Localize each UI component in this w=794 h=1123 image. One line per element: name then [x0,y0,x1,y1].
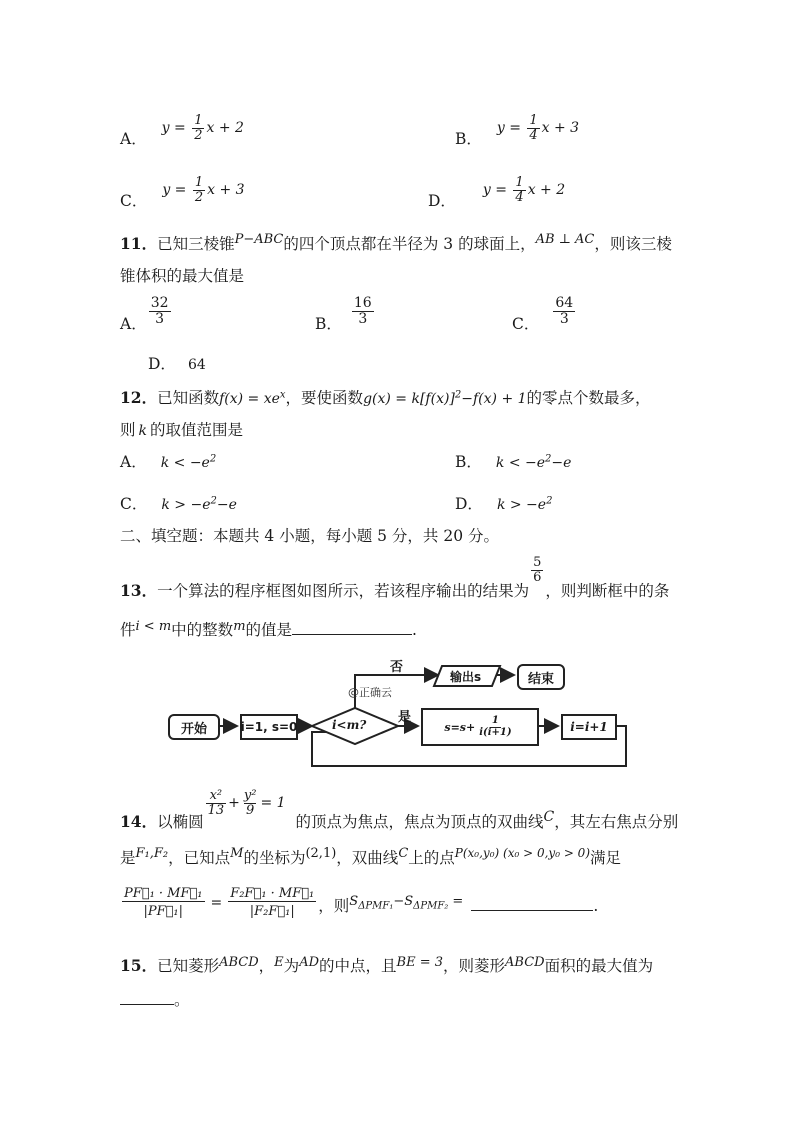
q15-line1: 15．已知菱形$^{ABCD}$，$^E$为$^{AD}$的中点，且$^{BE = 3}$，则菱形$^{ABCD}$面积的最大值为 [120,955,654,975]
option-letter: C． [120,192,148,211]
question-number: 13． [120,581,158,601]
option-letter: D． [428,192,456,211]
q12-line1: 12．已知函数$f(x) = xe^x$，要使函数$g(x) = k[f(x)]^2-f(x) + 1$的零点个数最多， [120,388,651,407]
q12-option-a: A． $k < -e^2$ [120,453,217,471]
q10-option-c [120,175,245,211]
q12-option-c: C． $k > -e^2-e$ [120,495,237,513]
init-node: i=1, s=0 [240,714,298,740]
q11-option-c: C． $\frac{64}{3}$ [512,295,574,334]
answer-blank[interactable] [292,634,412,635]
question-number: 15． [120,956,158,975]
q11-option-d: D． 64 [148,355,206,373]
q10-option-a [120,113,244,149]
q12-option-d: D． $k > -e^2$ [455,495,553,513]
q12-line2: 则 k 的取值范围是 [120,421,244,439]
output-label: 输出s [450,670,482,684]
q14-line1: 14．以椭圆 $\frac{\text{x²}}{13}$ + $\frac{\text{y²}}{9}$ = 1 的顶点为焦点，焦点为顶点的双曲线C，其左右焦点分别 [120,788,679,831]
vector-condition: $\frac{\text{PF⃗₁ · MF⃗₁}}{\text{|PF⃗₁|}}$ = $\frac{\text{F₂F⃗₁ · MF⃗₁}}{\text{|F₂F⃗₁|}}$ [124,886,315,919]
option-letter: A． [120,130,147,149]
end-node: 结束 [517,664,565,690]
section-heading: 二、填空题：本题共 4 小题，每小题 5 分，共 20 分。 [120,527,500,545]
q13-line1: 13．一个算法的程序框图如图所示，若该程序输出的结果为 $\frac{5}{6}$ ，则判断框中的条 [120,555,670,601]
start-node: 开始 [168,714,220,740]
update-s-node: s=s+ $\frac{1}{i(i+1)}$ [421,708,539,746]
answer-blank[interactable] [471,910,593,911]
q12-option-b: B． $k < -e^2-e$ [455,453,572,471]
option-letter: B． [455,130,482,149]
yes-label: 是 [398,710,412,725]
q14-line3: $\frac{\text{PF⃗₁ · MF⃗₁}}{\text{|PF⃗₁|}}$ = $\frac{\text{F₂F⃗₁ · MF⃗₁}}{\text{|F₂F⃗₁|}}$ ，则$_{S_{\Delta PMF_1}-S_{\Delta PMF_2} =}$ . [120,880,598,918]
question-number: 14． [120,812,158,831]
q11-option-a: A． $\frac{32}{3}$ [120,295,169,334]
option-expression: y = $\frac{1}{4}$ x + 3 [496,113,580,143]
q11-option-b: B． $\frac{16}{3}$ [315,295,372,334]
question-number: 12． [120,388,158,407]
flowchart [160,650,640,774]
option-expression: y = $\frac{1}{2}$ x + 3 [162,175,245,205]
q13-line2: 件$^{i < m}$中的整数$^m$的值是 . [120,619,417,639]
decision-label: i<m? [332,718,367,732]
option-expression: y = $\frac{1}{4}$ x + 2 [482,175,566,205]
q11-line2: 锥体积的最大值是 [120,267,245,285]
watermark: @正确云 [348,686,392,699]
q14-line2: 是$^{F_1,F_2}$，已知点$^M$的坐标为$^{(2,1)}$，双曲线$^C$上的点$^{P(x_0,y_0) (x_0 > 0,y_0 > 0)}$满足 [120,846,622,867]
ellipse-equation: $\frac{\text{x²}}{13}$ + $\frac{\text{y²}}{9}$ = 1 [207,788,286,818]
no-label: 否 [390,660,404,675]
answer-blank[interactable] [120,1004,174,1005]
option-expression: y = $\frac{1}{2}$ x + 2 [161,113,244,143]
q10-option-b [455,113,580,149]
q15-line2: 。 [120,988,190,1010]
q11-line1: 11．已知三棱锥$^{P-ABC}$的四个顶点都在半径为 3 的球面上，$^{AB \perp AC}$，则该三棱 [120,232,672,253]
question-number: 11． [120,234,158,253]
update-i-node: i=i+1 [561,714,617,740]
q10-option-d [428,175,566,211]
